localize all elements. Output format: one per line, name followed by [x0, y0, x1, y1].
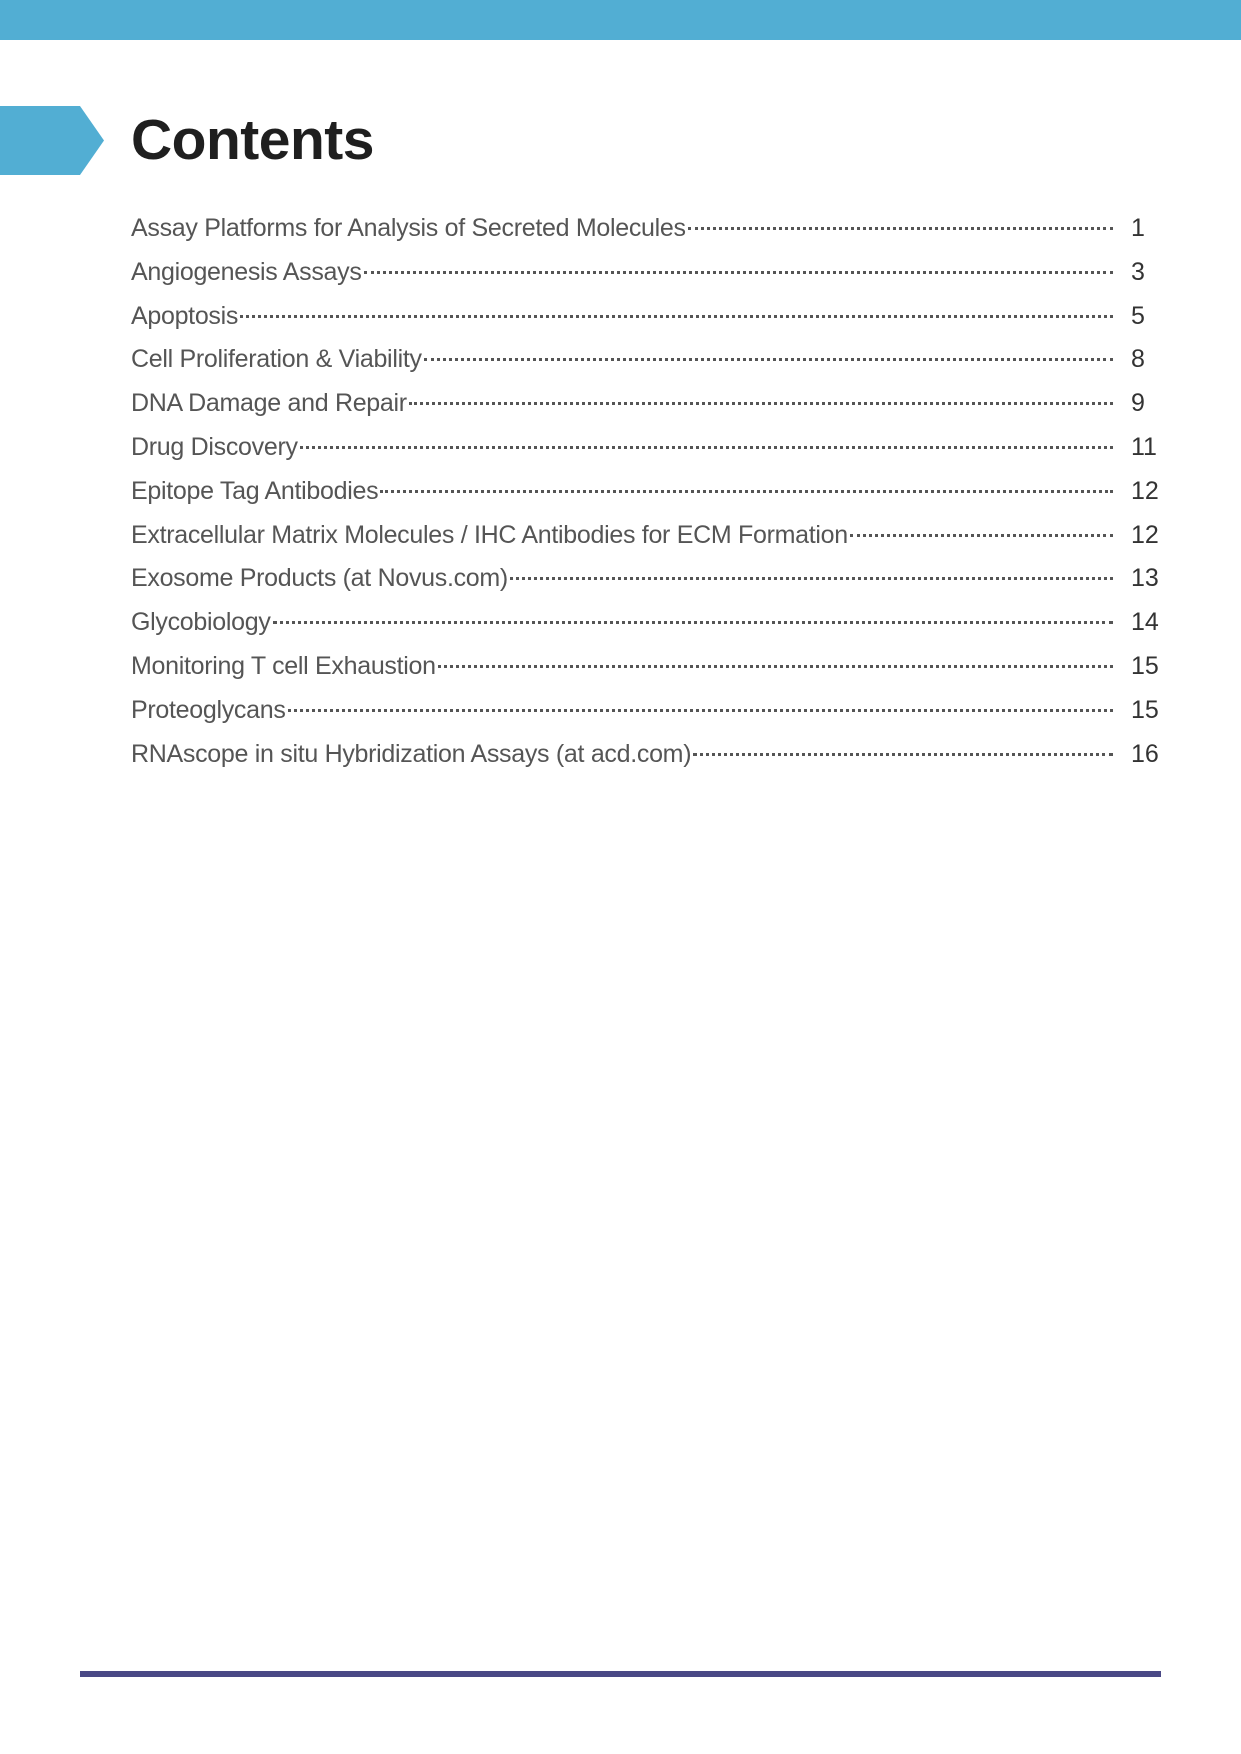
dot-leader: [409, 402, 1113, 405]
toc-entry-page-number: 16: [1131, 739, 1159, 768]
toc-entry-page-number: 14: [1131, 608, 1159, 637]
dot-leader: [240, 315, 1113, 318]
toc-entry-page-number: 8: [1131, 345, 1145, 374]
toc-entry[interactable]: [131, 696, 1161, 740]
toc-entry-label: Monitoring T cell Exhaustion: [131, 651, 436, 680]
toc-entry[interactable]: [131, 214, 1161, 258]
toc-entry-label: Extracellular Matrix Molecules / IHC Antibodies for ECM Formation: [131, 520, 848, 549]
toc-entry-label: Angiogenesis Assays: [131, 257, 362, 286]
toc-entry-page-number: 11: [1131, 432, 1157, 461]
toc-entry[interactable]: [131, 258, 1161, 302]
toc-entry[interactable]: [131, 433, 1161, 477]
top-color-band: [0, 0, 1241, 40]
arrow-tab-shape: [0, 106, 104, 175]
toc-entry-label: Glycobiology: [131, 608, 271, 637]
footer-rule: [80, 1671, 1161, 1677]
toc-entry[interactable]: [131, 302, 1161, 346]
toc-entry[interactable]: [131, 608, 1161, 652]
toc-entry-page-number: 1: [1131, 214, 1145, 242]
dot-leader: [510, 577, 1113, 580]
toc-entry-label: Exosome Products (at Novus.com): [131, 564, 508, 593]
toc-entry-label: Cell Proliferation & Viability: [131, 345, 422, 374]
toc-entry-page-number: 5: [1131, 301, 1145, 330]
dot-leader: [850, 534, 1113, 537]
toc-entry-page-number: 13: [1131, 564, 1159, 593]
dot-leader: [688, 227, 1113, 230]
toc-entry[interactable]: [131, 740, 1161, 784]
toc-entry[interactable]: [131, 389, 1161, 433]
toc-entry-label: Drug Discovery: [131, 432, 298, 461]
dot-leader: [273, 621, 1113, 624]
toc-entry-page-number: 12: [1131, 520, 1159, 549]
toc-entry[interactable]: [131, 345, 1161, 389]
toc-entry-page-number: 15: [1131, 695, 1159, 724]
toc-entry[interactable]: [131, 521, 1161, 565]
toc-entry-label: DNA Damage and Repair: [131, 389, 407, 418]
toc-entry-page-number: 9: [1131, 389, 1145, 418]
dot-leader: [438, 665, 1113, 668]
dot-leader: [380, 490, 1113, 493]
toc-entry-label: Apoptosis: [131, 301, 239, 330]
toc-entry[interactable]: [131, 652, 1161, 696]
toc-entry-label: RNAscope in situ Hybridization Assays (at acd.com): [131, 739, 692, 768]
toc-entry-label: Proteoglycans: [131, 695, 286, 724]
toc-entry-label: Assay Platforms for Analysis of Secreted Molecules: [131, 214, 686, 242]
dot-leader: [364, 271, 1113, 274]
toc-entry-page-number: 3: [1131, 257, 1145, 286]
toc-entry-page-number: 12: [1131, 476, 1159, 505]
dot-leader: [424, 358, 1113, 361]
title-arrow-tab: [0, 106, 104, 175]
table-of-contents: [131, 214, 1161, 783]
toc-entry[interactable]: [131, 477, 1161, 521]
dot-leader: [300, 446, 1113, 449]
toc-entry[interactable]: [131, 564, 1161, 608]
dot-leader: [288, 709, 1113, 712]
dot-leader: [693, 753, 1113, 756]
toc-entry-label: Epitope Tag Antibodies: [131, 476, 379, 505]
page-title: Contents: [131, 108, 374, 172]
arrow-tab-polygon: [0, 106, 104, 175]
toc-entry-page-number: 15: [1131, 651, 1159, 680]
